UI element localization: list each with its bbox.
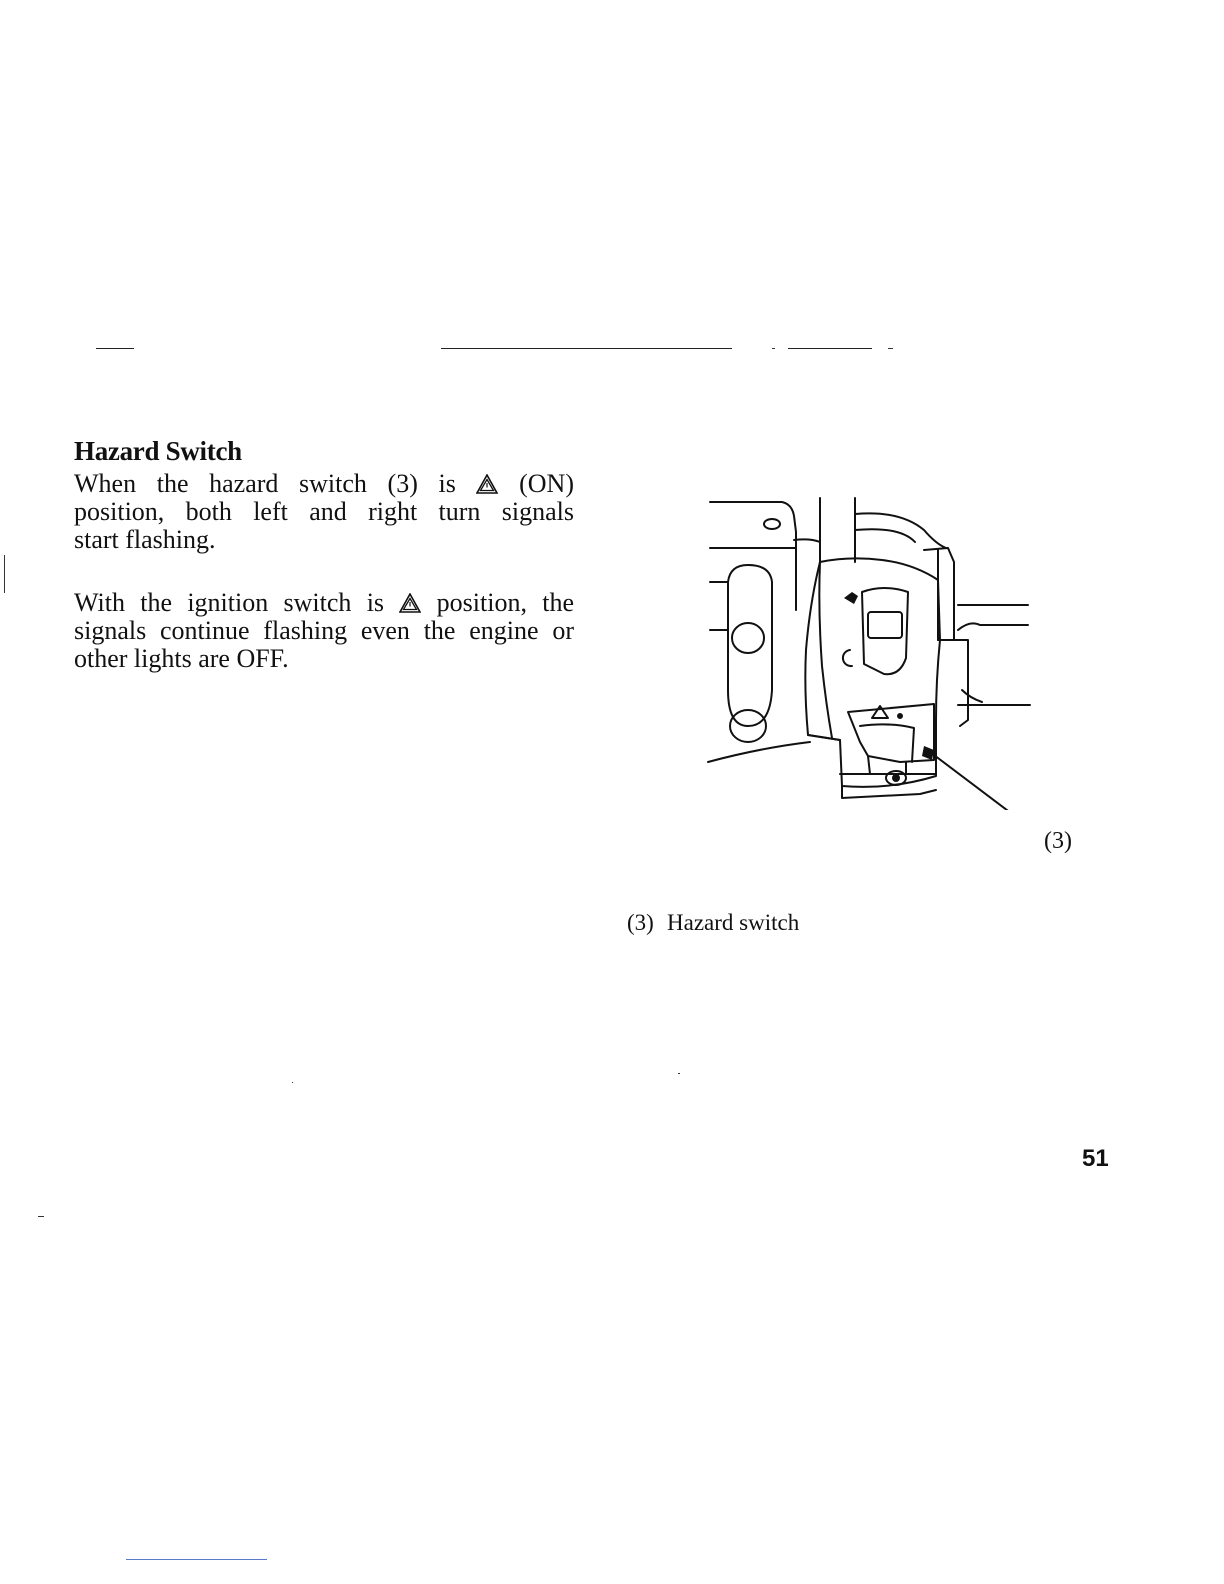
text-line: start flashing. <box>74 525 216 554</box>
caption-number: (3) <box>627 910 654 935</box>
section-heading: Hazard Switch <box>74 436 242 466</box>
paragraph-hazard-on <box>74 470 574 554</box>
page-number: 51 <box>1082 1145 1109 1172</box>
scan-mark <box>888 348 893 349</box>
header-rule-right <box>788 348 872 349</box>
scan-mark <box>772 348 775 349</box>
footer-rule <box>126 1559 267 1560</box>
text-line: When the hazard switch (3) is (ON) <box>74 469 574 498</box>
paragraph-ignition <box>74 589 574 673</box>
handlebar-switch-illustration <box>700 490 1040 810</box>
header-rule-center <box>441 348 732 349</box>
header-rule-left <box>96 348 134 349</box>
scan-mark <box>38 1216 44 1217</box>
scan-mark <box>292 1082 293 1083</box>
text-line: With the ignition switch is position, the <box>74 588 575 617</box>
text-line: position, both left and right turn signals <box>74 497 574 526</box>
text-line: signals continue flashing even the engine or <box>74 616 574 645</box>
text-line: other lights are OFF. <box>74 644 289 673</box>
hazard-triangle-icon <box>399 593 421 613</box>
figure-callout-label: (3) <box>1044 828 1072 854</box>
caption-text: Hazard switch <box>667 910 800 935</box>
margin-mark <box>4 555 5 593</box>
figure-caption <box>627 910 799 936</box>
hazard-triangle-icon <box>476 474 498 494</box>
scan-mark <box>678 1073 680 1074</box>
